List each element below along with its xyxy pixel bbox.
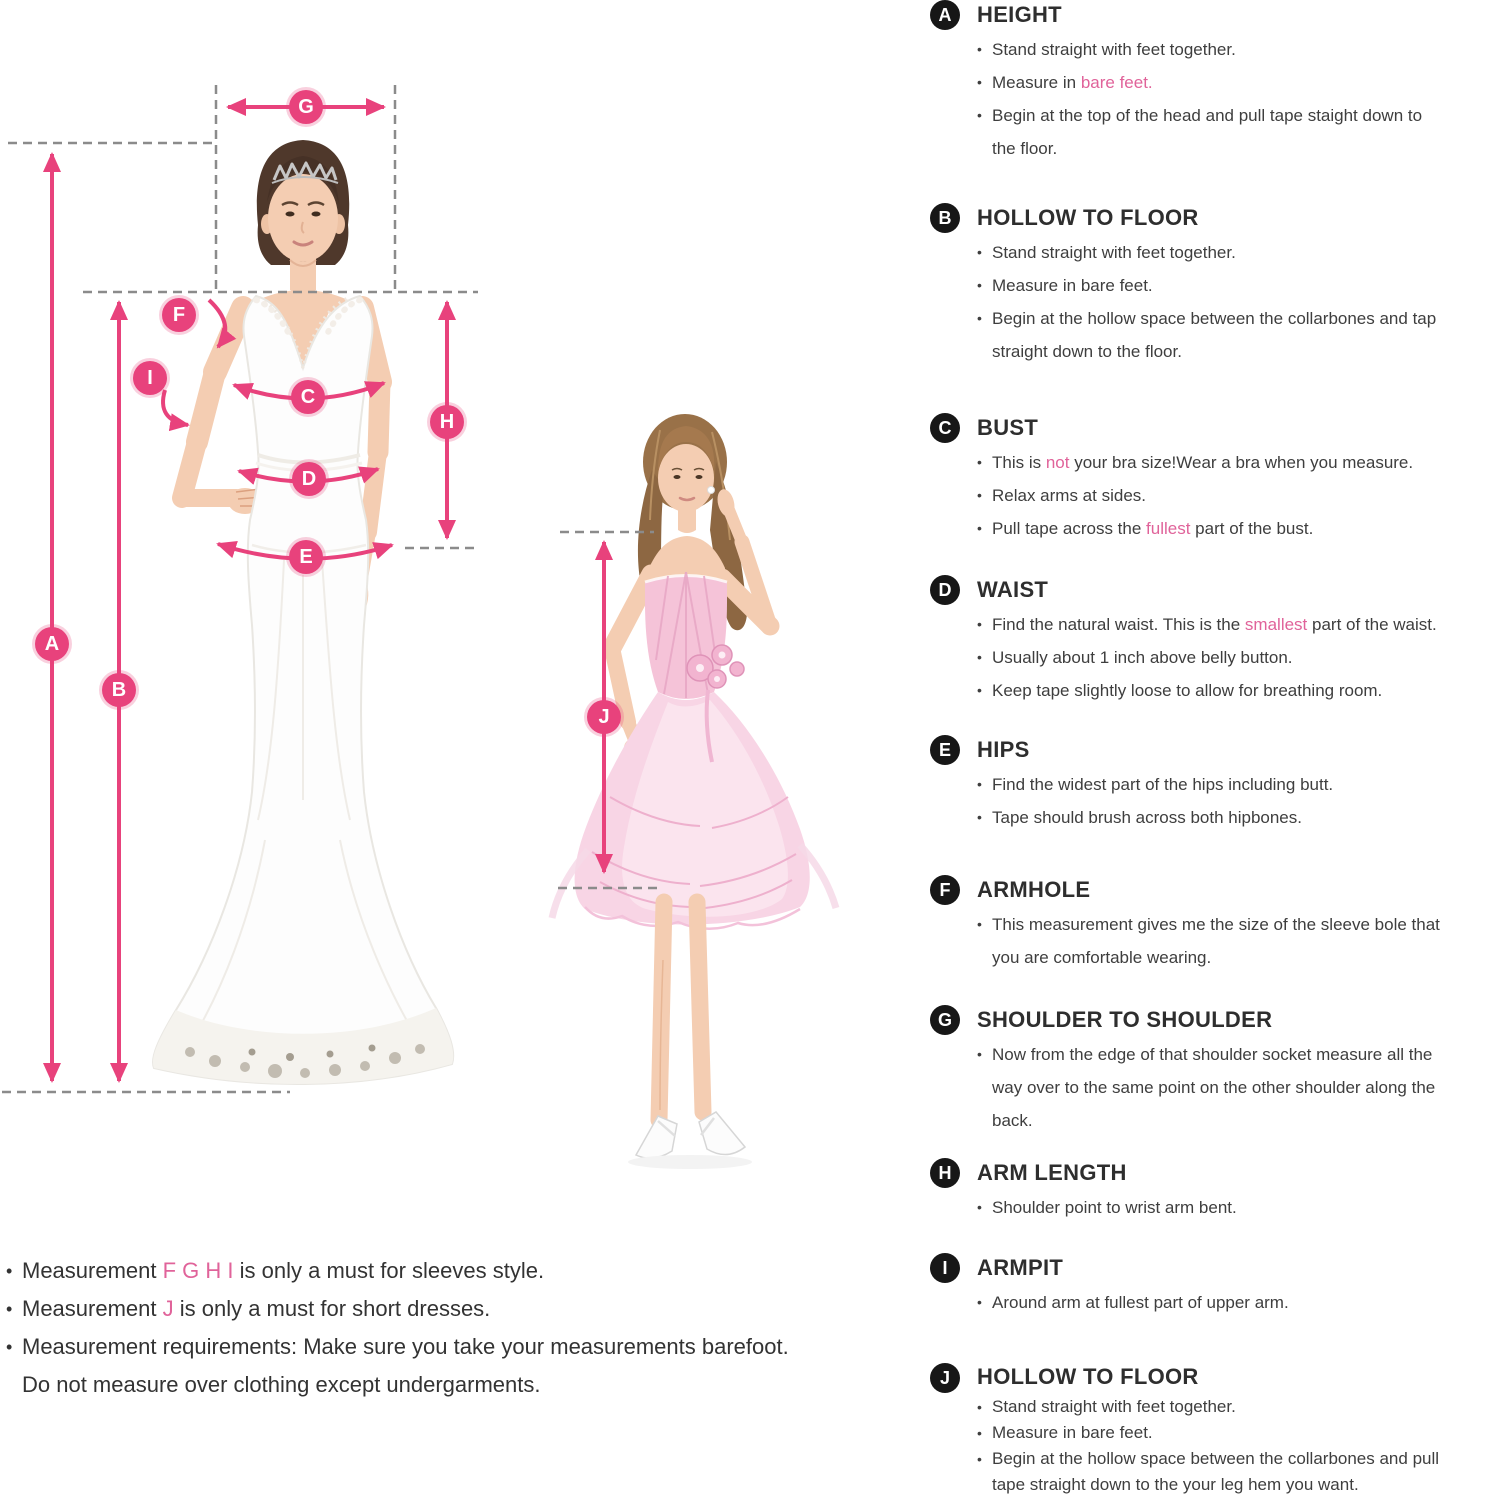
text-segment: is only a must for short dresses. [173,1296,491,1321]
text-segment: part of the waist. [1307,615,1437,634]
marker-E: E [289,540,323,574]
text-segment: Measure in bare feet. [992,276,1153,295]
section-title: BUST [977,415,1039,440]
highlighted-text: J [162,1296,174,1321]
bullet-item [977,1420,1475,1446]
highlighted-text: smallest [1244,615,1308,634]
bullet-item [977,1286,1475,1319]
text-segment: Shoulder point to wrist arm bent. [992,1198,1237,1217]
text-segment: you are comfortable wearing. [992,948,1212,967]
measurement-notes [4,1252,824,1404]
section-title: ARM LENGTH [977,1160,1127,1185]
text-segment: Measure in bare feet. [992,1423,1153,1442]
section-bullets [977,768,1475,834]
measure-sections [930,0,1475,1500]
text-segment: Do not measure over clothing except undergarments. [22,1372,541,1397]
text-segment: Measurement requirements: Make sure you take your measurements barefoot. [22,1334,789,1359]
section-letter-badge: H [930,1158,960,1188]
measure-section-A [930,0,1475,165]
note-line [4,1252,824,1290]
text-segment: Pull tape across the [992,519,1147,538]
text-segment: back. [992,1111,1033,1130]
text-segment: Measure in [992,73,1081,92]
text-segment: Stand straight with feet together. [992,243,1236,262]
text-segment: Keep tape slightly loose to allow for breathing room. [992,681,1383,700]
bullet-item [977,608,1475,641]
highlighted-text: bare feet. [1080,73,1153,92]
text-segment: way over to the same point on the other shoulder along the [992,1078,1436,1097]
measure-section-B [930,203,1475,368]
note-line [4,1328,824,1366]
section-bullets [977,33,1475,165]
marker-G: G [289,90,323,124]
text-segment: part of the bust. [1190,519,1314,538]
text-segment: Stand straight with feet together. [992,1397,1236,1416]
section-bullets [977,1286,1475,1319]
bullet-item [977,99,1475,165]
section-letter-badge: B [930,203,960,233]
measure-section-J [930,1363,1475,1498]
bullet-item [977,641,1475,674]
section-letter-badge: I [930,1253,960,1283]
marker-A: A [35,627,69,661]
bullet-item [977,674,1475,707]
text-segment: is only a must for sleeves style. [233,1258,545,1283]
section-bullets [977,446,1475,545]
bullet-item [977,512,1475,545]
text-segment: Measurement [22,1296,163,1321]
note-line [4,1366,824,1404]
text-segment: Find the natural waist. This is the [992,615,1245,634]
marker-D: D [292,462,326,496]
measure-section-F [930,875,1475,974]
text-segment: Relax arms at sides. [992,486,1146,505]
section-title: ARMPIT [977,1255,1064,1280]
section-letter-badge: D [930,575,960,605]
text-segment: Tape should brush across both hipbones. [992,808,1302,827]
note-line [4,1290,824,1328]
section-bullets [977,1394,1475,1498]
highlighted-text: F G H I [162,1258,234,1283]
text-segment: Begin at the hollow space between the collarbones and tap [992,309,1437,328]
marker-J: J [587,700,621,734]
text-segment: Begin at the hollow space between the collarbones and pull [992,1449,1440,1468]
text-segment: Around arm at fullest part of upper arm. [992,1293,1289,1312]
bullet-item [977,768,1475,801]
measure-section-G [930,1005,1475,1137]
section-title: HEIGHT [977,2,1062,27]
bullet-item [977,66,1475,99]
text-segment: Begin at the top of the head and pull tape staight down to [992,106,1423,125]
bullet-item [977,1191,1475,1224]
text-segment: This is [992,453,1046,472]
section-title: HIPS [977,737,1030,762]
marker-I: I [133,361,167,395]
section-title: ARMHOLE [977,877,1091,902]
measure-section-C [930,413,1475,545]
bullet-item [977,302,1475,368]
bullet-item [977,1446,1475,1498]
bullet-item [977,269,1475,302]
section-bullets [977,608,1475,707]
bullet-item [977,479,1475,512]
measure-section-I [930,1253,1475,1319]
section-title: SHOULDER TO SHOULDER [977,1007,1273,1032]
bullet-item [977,33,1475,66]
section-bullets [977,1038,1475,1137]
text-segment: Stand straight with feet together. [992,40,1236,59]
section-title: HOLLOW TO FLOOR [977,1364,1199,1389]
text-segment: Now from the edge of that shoulder socket measure all the [992,1045,1433,1064]
marker-F: F [162,298,196,332]
text-segment: the floor. [992,139,1058,158]
bullet-item [977,1394,1475,1420]
marker-B: B [102,673,136,707]
measure-section-H [930,1158,1475,1224]
bullet-item [977,236,1475,269]
highlighted-text: not [1045,453,1070,472]
section-title: WAIST [977,577,1049,602]
section-bullets [977,236,1475,368]
measure-section-E [930,735,1475,834]
marker-C: C [291,380,325,414]
section-letter-badge: G [930,1005,960,1035]
text-segment: your bra size!Wear a bra when you measure. [1069,453,1414,472]
bullet-item [977,908,1475,974]
section-letter-badge: C [930,413,960,443]
bullet-item [977,801,1475,834]
section-bullets [977,1191,1475,1224]
measure-arrows [52,107,604,1081]
dashed-guides [2,85,662,1092]
highlighted-text: fullest [1146,519,1191,538]
measure-section-D [930,575,1475,707]
section-title: HOLLOW TO FLOOR [977,205,1199,230]
text-segment: Usually about 1 inch above belly button. [992,648,1293,667]
section-letter-badge: E [930,735,960,765]
text-segment: tape straight down to the your leg hem you want. [992,1475,1359,1494]
section-letter-badge: A [930,0,960,30]
text-segment: This measurement gives me the size of the sleeve bole that [992,915,1440,934]
bullet-item [977,1038,1475,1137]
section-letter-badge: F [930,875,960,905]
text-segment: straight down to the floor. [992,342,1182,361]
section-bullets [977,908,1475,974]
bullet-item [977,446,1475,479]
text-segment: Measurement [22,1258,163,1283]
section-letter-badge: J [930,1363,960,1393]
marker-H: H [430,405,464,439]
text-segment: Find the widest part of the hips including butt. [992,775,1334,794]
